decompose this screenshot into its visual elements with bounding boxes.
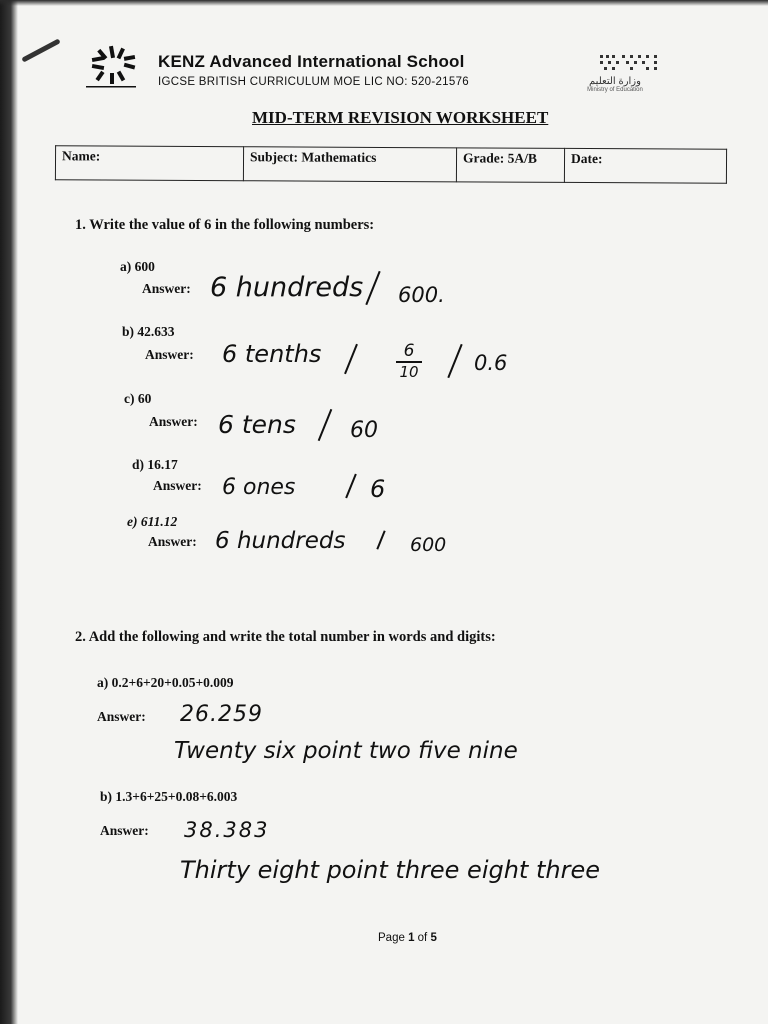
q2-item-b-answer-label: Answer: bbox=[100, 823, 149, 838]
school-name: KENZ Advanced International School bbox=[158, 52, 465, 71]
q1-item-b-label: b) 42.633 bbox=[122, 324, 175, 339]
question-1-prompt: 1. Write the value of 6 in the following numbers: bbox=[75, 217, 375, 233]
q1-item-a-handwritten-digits: 600. bbox=[398, 283, 445, 307]
footer-prefix: Page bbox=[378, 932, 409, 944]
student-info-table bbox=[55, 145, 727, 184]
q2-item-a-answer-label: Answer: bbox=[97, 709, 146, 724]
q1-item-a-handwritten-words: 6 hundreds bbox=[210, 272, 364, 303]
q2-item-a-handwritten-digits: 26.259 bbox=[180, 702, 263, 727]
q2-item-b-handwritten-digits: 38.383 bbox=[184, 818, 270, 842]
q1-item-d-slash bbox=[345, 474, 357, 499]
q1-item-c-slash bbox=[318, 409, 333, 441]
q1-item-b-answer-label: Answer: bbox=[145, 347, 194, 362]
q1-item-b-slash-2 bbox=[447, 344, 462, 378]
q1-item-e-slash bbox=[376, 530, 385, 549]
q1-item-c-handwritten-digits: 60 bbox=[350, 418, 378, 443]
ministry-english-name: Ministry of Education bbox=[587, 87, 643, 93]
worksheet-title: MID-TERM REVISION WORKSHEET bbox=[252, 108, 549, 127]
subject-cell: Subject: Mathematics bbox=[243, 147, 456, 182]
q1-item-b-handwritten-words: 6 tenths bbox=[222, 340, 322, 368]
q1-item-c-handwritten-words: 6 tens bbox=[218, 410, 296, 439]
q1-item-e-answer-label: Answer: bbox=[148, 534, 197, 549]
pen-mark bbox=[21, 38, 60, 62]
q1-item-a-answer-label: Answer: bbox=[142, 281, 191, 296]
q1-item-e-handwritten-words: 6 hundreds bbox=[215, 528, 346, 554]
q1-item-d-label: d) 16.17 bbox=[132, 457, 178, 472]
q1-item-e-label: e) 611.12 bbox=[127, 514, 178, 529]
question-2-prompt: 2. Add the following and write the total number in words and digits: bbox=[75, 629, 496, 645]
q2-item-b-handwritten-words: Thirty eight point three eight three bbox=[180, 856, 600, 884]
fraction-denominator: 10 bbox=[399, 362, 419, 381]
ministry-dots-icon bbox=[560, 50, 670, 74]
school-license-line: IGCSE BRITISH CURRICULUM MOE LIC NO: 520-21576 bbox=[158, 76, 469, 88]
ministry-logo bbox=[560, 50, 670, 94]
page-edge-shadow bbox=[0, 0, 18, 1024]
footer-page-number: 1 bbox=[408, 932, 415, 944]
school-logo-icon bbox=[80, 44, 150, 90]
q1-item-a-slash bbox=[365, 271, 380, 305]
fraction-numerator: 6 bbox=[403, 341, 415, 361]
q1-item-d-handwritten-words: 6 ones bbox=[222, 475, 296, 500]
q1-item-b-slash-1 bbox=[344, 344, 358, 374]
q1-item-b-fraction bbox=[394, 342, 424, 380]
page-top-shadow bbox=[0, 0, 768, 6]
date-cell: Date: bbox=[564, 148, 726, 183]
q1-item-d-handwritten-digits: 6 bbox=[370, 475, 386, 503]
q1-item-c-answer-label: Answer: bbox=[149, 414, 198, 429]
q1-item-d-answer-label: Answer: bbox=[153, 478, 202, 493]
footer-of: of bbox=[414, 932, 431, 944]
ministry-arabic-name: وزارة التعليم bbox=[589, 76, 641, 87]
q1-item-b-handwritten-digits: 0.6 bbox=[474, 351, 508, 375]
name-cell: Name: bbox=[55, 146, 243, 181]
q1-item-a-label: a) 600 bbox=[120, 259, 155, 274]
q2-item-b-label: b) 1.3+6+25+0.08+6.003 bbox=[100, 789, 238, 804]
q1-item-e-handwritten-digits: 600 bbox=[410, 534, 447, 556]
grade-cell: Grade: 5A/B bbox=[456, 148, 564, 183]
q2-item-a-label: a) 0.2+6+20+0.05+0.009 bbox=[97, 675, 234, 690]
q1-item-c-label: c) 60 bbox=[124, 391, 152, 406]
q2-item-a-handwritten-words: Twenty six point two five nine bbox=[174, 738, 518, 764]
page-footer bbox=[378, 932, 437, 944]
footer-total-pages: 5 bbox=[430, 932, 437, 944]
